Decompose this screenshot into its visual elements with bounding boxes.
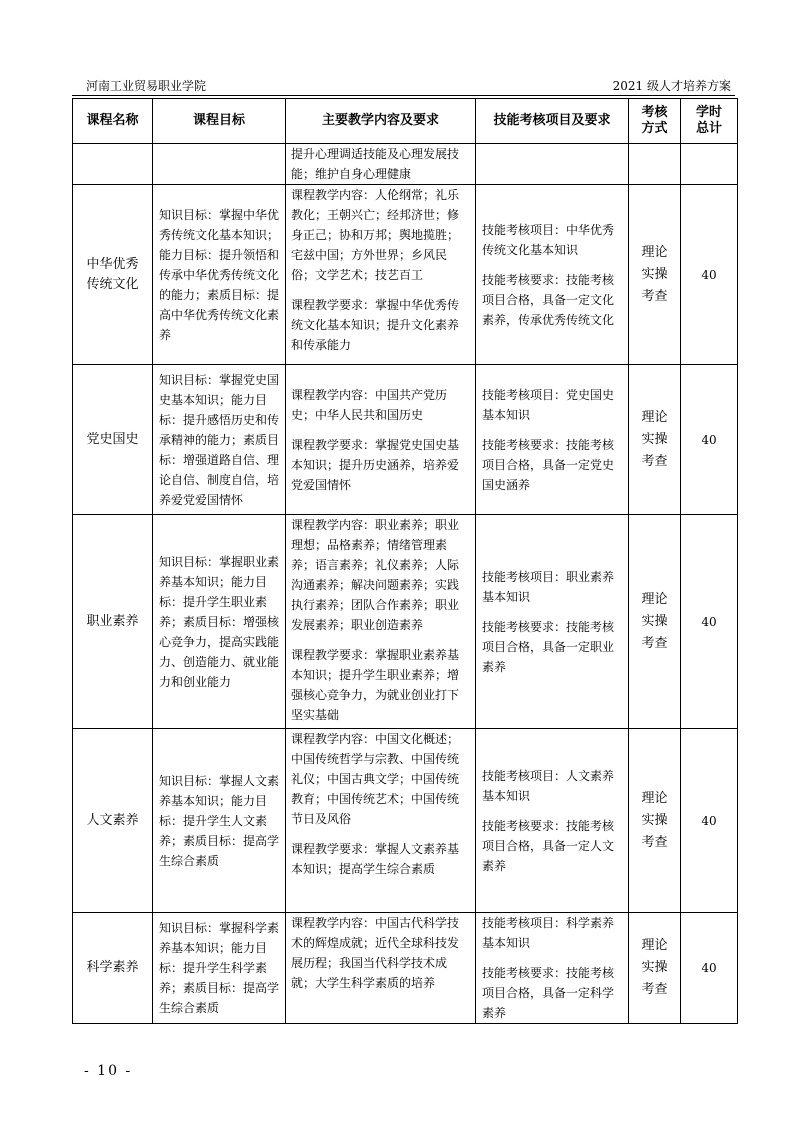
requirement-body: 掌握党史国史基本知识；提升历史涵养，培养爱党爱国情怀 — [291, 437, 460, 492]
requirement-text — [291, 435, 470, 495]
skill-item: 技能考核项目：人文素养基本知识 — [482, 768, 615, 803]
skill-item: 技能考核项目：科学素养基本知识 — [482, 916, 615, 950]
method-line: 理论 — [641, 409, 668, 425]
requirement-label: 课程教学要求： — [291, 842, 376, 856]
cell-objective: 知识目标：掌握人文素养基本知识；能力目标：提升学生人文素养；素质目标：提高学生综合素质 — [153, 729, 286, 913]
cell-empty — [73, 144, 153, 185]
cell-content — [286, 729, 476, 913]
cell-content-continuation: 提升心理调适技能及心理发展技能；维护自身心理健康 — [286, 144, 476, 185]
content-text — [291, 515, 470, 635]
table-row — [73, 729, 738, 913]
cell-objective: 知识目标：掌握科学素养基本知识；能力目标：提升学生科学素养；素质目标：提高学生综合素质 — [153, 913, 286, 1024]
skill-item: 技能考核项目：职业素养基本知识 — [482, 569, 615, 604]
cell-skill — [476, 729, 629, 913]
requirement-body: 掌握人文素养基本知识；提高学生综合素质 — [291, 842, 460, 876]
table-row — [73, 515, 738, 729]
content-label: 课程教学内容： — [291, 387, 376, 402]
page-header — [72, 73, 735, 96]
cell-objective: 知识目标：掌握党史国史基本知识；能力目标：提升感悟历史和传承精神的能力；素质目标：增强道路自信、理论自信、制度自信，培养爱党爱国情怀 — [153, 365, 286, 515]
cell-content — [286, 185, 476, 365]
content-body: 中国共产党历史；中华人民共和国历史 — [291, 387, 448, 422]
cell-course-name: 职业素养 — [73, 515, 153, 729]
cell-method — [629, 185, 681, 365]
col-header-hours-line: 总计 — [695, 121, 722, 136]
col-header-course-name: 课程名称 — [73, 99, 153, 144]
cell-hours: 40 — [681, 185, 738, 365]
content-label: 课程教学内容： — [291, 916, 376, 930]
col-header-hours — [681, 99, 738, 144]
col-header-method-line: 考核 — [641, 105, 668, 120]
col-header-method — [629, 99, 681, 144]
skill-requirement: 技能考核要求：技能考核项目合格，具备一定科学素养 — [482, 966, 615, 1020]
method-line: 理论 — [641, 938, 668, 953]
page-number: - 10 - — [84, 1063, 133, 1079]
cell-course-name: 中华优秀传统文化 — [73, 185, 153, 365]
content-text — [291, 385, 470, 425]
requirement-body: 掌握中华优秀传统文化基本知识；提升文化素养和传承能力 — [291, 298, 460, 352]
cell-method — [629, 729, 681, 913]
content-label: 课程教学内容： — [291, 518, 376, 532]
skill-requirement: 技能考核要求：技能考核项目合格，具备一定文化素养，传承优秀传统文化 — [482, 272, 615, 327]
method-line: 考查 — [641, 982, 668, 997]
requirement-label: 课程教学要求： — [291, 437, 376, 452]
method-line: 理论 — [641, 244, 668, 260]
cell-hours: 40 — [681, 365, 738, 515]
requirement-label: 课程教学要求： — [291, 648, 376, 662]
cell-method — [629, 515, 681, 729]
cell-skill — [476, 515, 629, 729]
table-row — [73, 185, 738, 365]
content-label: 课程教学内容： — [291, 188, 376, 202]
requirement-text — [291, 839, 470, 879]
col-header-objective: 课程目标 — [153, 99, 286, 144]
cell-hours: 40 — [681, 729, 738, 913]
content-text — [291, 729, 470, 829]
skill-requirement: 技能考核要求：技能考核项目合格，具备一定党史国史涵养 — [482, 437, 615, 492]
cell-method — [629, 365, 681, 515]
cell-empty — [476, 144, 629, 185]
skill-item: 技能考核项目：中华优秀传统文化基本知识 — [482, 222, 615, 257]
method-line: 考查 — [641, 288, 668, 304]
cell-objective: 知识目标：掌握职业素养基本知识；能力目标：提升学生职业素养；素质目标：增强核心竞争力，提高实践能力、创造能力、就业能力和创业能力 — [153, 515, 286, 729]
requirement-text — [291, 645, 470, 725]
content-body: 职业素养；职业理想；品格素养；情绪管理素养；语言素养；礼仪素养；人际沟通素养；解决问题素养；实践执行素养；团队合作素养；职业发展素养；职业创造素养 — [291, 518, 460, 632]
method-line: 考查 — [641, 635, 668, 651]
cell-course-name: 科学素养 — [73, 913, 153, 1024]
method-line: 实操 — [641, 960, 668, 975]
content-text — [291, 185, 470, 285]
cell-skill — [476, 185, 629, 365]
document-title: 2021 级人才培养方案 — [612, 79, 731, 93]
skill-requirement: 技能考核要求：技能考核项目合格，具备一定人文素养 — [482, 818, 615, 873]
method-line: 理论 — [641, 790, 668, 806]
content-label: 课程教学内容： — [291, 732, 376, 746]
cell-empty — [153, 144, 286, 185]
method-line: 实操 — [641, 431, 668, 447]
cell-objective: 知识目标：掌握中华优秀传统文化基本知识；能力目标：提升领悟和传承中华优秀传统文化的能力；素质目标：提高中华优秀传统文化素养 — [153, 185, 286, 365]
table-row-continuation — [73, 144, 738, 185]
method-line: 实操 — [641, 613, 668, 629]
requirement-body: 掌握职业素养基本知识；提升学生职业素养；增强核心竞争力，为就业创业打下坚实基础 — [291, 648, 460, 722]
institution-name: 河南工业贸易职业学院 — [86, 79, 207, 93]
skill-item: 技能考核项目：党史国史基本知识 — [482, 387, 615, 422]
table-row — [73, 365, 738, 515]
cell-hours: 40 — [681, 515, 738, 729]
col-header-content: 主要教学内容及要求 — [286, 99, 476, 144]
cell-skill — [476, 365, 629, 515]
table-row — [73, 913, 738, 1024]
content-body: 人伦纲常；礼乐教化；王朝兴亡；经邦济世；修身正己；协和万邦；舆地揽胜；宅兹中国；方外世界；乡风民俗；文学艺术；技艺百工 — [291, 188, 460, 282]
cell-empty — [681, 144, 738, 185]
content-body: 中国文化概述；中国传统哲学与宗教、中国传统礼仪；中国古典文学；中国传统教育；中国传统艺术；中国传统节日及风俗 — [291, 732, 460, 826]
cell-empty — [629, 144, 681, 185]
table-header-row — [73, 99, 738, 144]
cell-content — [286, 365, 476, 515]
skill-requirement: 技能考核要求：技能考核项目合格，具备一定职业素养 — [482, 619, 615, 674]
requirement-label: 课程教学要求： — [291, 298, 376, 312]
course-table — [72, 98, 738, 1024]
cell-method — [629, 913, 681, 1024]
content-text — [291, 913, 470, 993]
content-body: 中国古代科学技术的辉煌成就；近代全球科技发展历程；我国当代科学技术成就；大学生科学素质的培养 — [291, 916, 460, 990]
method-line: 实操 — [641, 812, 668, 828]
method-line: 考查 — [641, 834, 668, 850]
cell-content — [286, 913, 476, 1024]
method-line: 实操 — [641, 266, 668, 282]
col-header-method-line: 方式 — [641, 121, 668, 136]
requirement-text — [291, 295, 470, 355]
cell-course-name: 党史国史 — [73, 365, 153, 515]
col-header-skill: 技能考核项目及要求 — [476, 99, 629, 144]
cell-hours: 40 — [681, 913, 738, 1024]
cell-course-name: 人文素养 — [73, 729, 153, 913]
method-line: 理论 — [641, 591, 668, 607]
cell-content — [286, 515, 476, 729]
col-header-hours-line: 学时 — [695, 105, 722, 120]
cell-skill — [476, 913, 629, 1024]
method-line: 考查 — [641, 453, 668, 469]
